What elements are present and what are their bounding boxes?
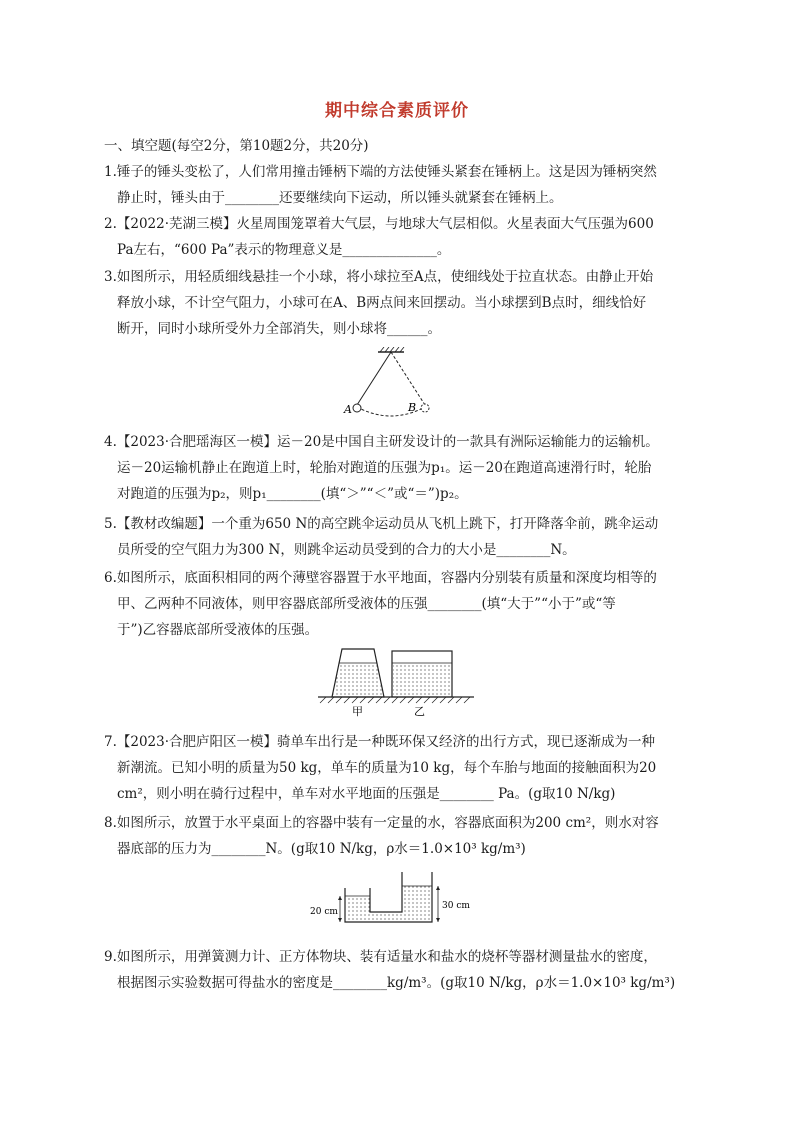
question-5 — [104, 511, 684, 563]
question-line: 甲、乙两种不同液体，则甲容器底部所受液体的压强________(填“大于”“小于”或“等 — [117, 596, 616, 612]
section-heading: 一、填空题(每空2分，第10题2分，共20分) — [104, 138, 369, 154]
question-4 — [104, 429, 684, 507]
question-line: 1.锤子的锤头变松了，人们常用撞击锤柄下端的方法使锤头紧套在锤柄上。这是因为锤柄突然 — [104, 164, 657, 180]
question-line: 8.如图所示，放置于水平桌面上的容器中装有一定量的水，容器底面积为200 cm²，则水对容 — [104, 815, 659, 831]
question-line: Pa左右，“600 Pa”表示的物理意义是______________。 — [117, 242, 451, 258]
label-b: B — [408, 401, 417, 414]
question-line: 7.【2023·合肥庐阳区一模】骑单车出行是一种既环保又经济的出行方式，现已逐渐成为一种 — [104, 734, 656, 750]
question-9 — [104, 944, 684, 996]
question-line: 断开，同时小球所受外力全部消失，则小球将______。 — [117, 321, 441, 337]
label-a: A — [344, 403, 352, 416]
question-3 — [104, 264, 684, 342]
containers-figure — [316, 645, 476, 717]
question-7 — [104, 729, 684, 807]
question-line: 3.如图所示，用轻质细线悬挂一个小球，将小球拉至A点，使细线处于拉直状态。由静止开始 — [104, 269, 654, 285]
question-line: 9.如图所示，用弹簧测力计、正方体物块、装有适量水和盐水的烧杯等器材测量盐水的密度， — [104, 949, 657, 965]
question-line: 2.【2022·芜湖三模】火星周围笼罩着大气层，与地球大气层相似。火星表面大气压强为600 — [104, 216, 654, 232]
question-line: 对跑道的压强为p₂，则p₁________(填“＞”“＜”或“＝”)p₂。 — [117, 486, 468, 502]
question-line: 员所受的空气阻力为300 N，则跳伞运动员受到的合力的大小是________N。 — [117, 542, 576, 558]
question-1 — [104, 159, 684, 211]
question-line: 释放小球，不计空气阻力，小球可在A、B两点间来回摆动。当小球摆到B点时，细线恰好 — [117, 295, 647, 311]
question-line: 器底部的压力为________N。(g取10 N/kg，ρ水＝1.0×10³ kg/m³) — [117, 841, 526, 857]
question-2 — [104, 211, 684, 263]
question-8 — [104, 810, 684, 862]
question-line: 于”)乙容器底部所受液体的压强。 — [117, 622, 319, 638]
question-line: 静止时，锤头由于________还要继续向下运动，所以锤头就紧套在锤柄上。 — [117, 190, 563, 206]
question-line: 5.【教材改编题】一个重为650 N的高空跳伞运动员从飞机上跳下，打开降落伞前，跳伞运动 — [104, 516, 659, 532]
question-6 — [104, 565, 684, 643]
question-line: 4.【2023·合肥瑶海区一模】运－20是中国自主研发设计的一款具有洲际运输能力的运输机。 — [104, 434, 659, 450]
vessel-figure — [308, 866, 483, 936]
label-20cm: 20 cm — [310, 907, 338, 917]
question-line: 6.如图所示，底面积相同的两个薄壁容器置于水平地面，容器内分别装有质量和深度均相等的 — [104, 570, 657, 586]
question-line: 运－20运输机静止在跑道上时，轮胎对跑道的压强为p₁。运－20在跑道高速滑行时，轮胎 — [117, 460, 652, 476]
label-yi: 乙 — [414, 705, 425, 717]
page-title: 期中综合素质评价 — [325, 101, 469, 121]
label-30cm: 30 cm — [442, 901, 470, 911]
question-line: cm²，则小明在骑行过程中，单车对水平地面的压强是________ Pa。(g取10 N/kg) — [117, 786, 616, 802]
label-jia: 甲 — [352, 705, 363, 717]
pendulum-figure — [330, 347, 450, 422]
question-line: 新潮流。已知小明的质量为50 kg，单车的质量为10 kg，每个车胎与地面的接触面积为20 — [117, 760, 657, 776]
question-line: 根据图示实验数据可得盐水的密度是________kg/m³。(g取10 N/kg，ρ水＝1.0×10³ kg/m³) — [117, 975, 676, 991]
